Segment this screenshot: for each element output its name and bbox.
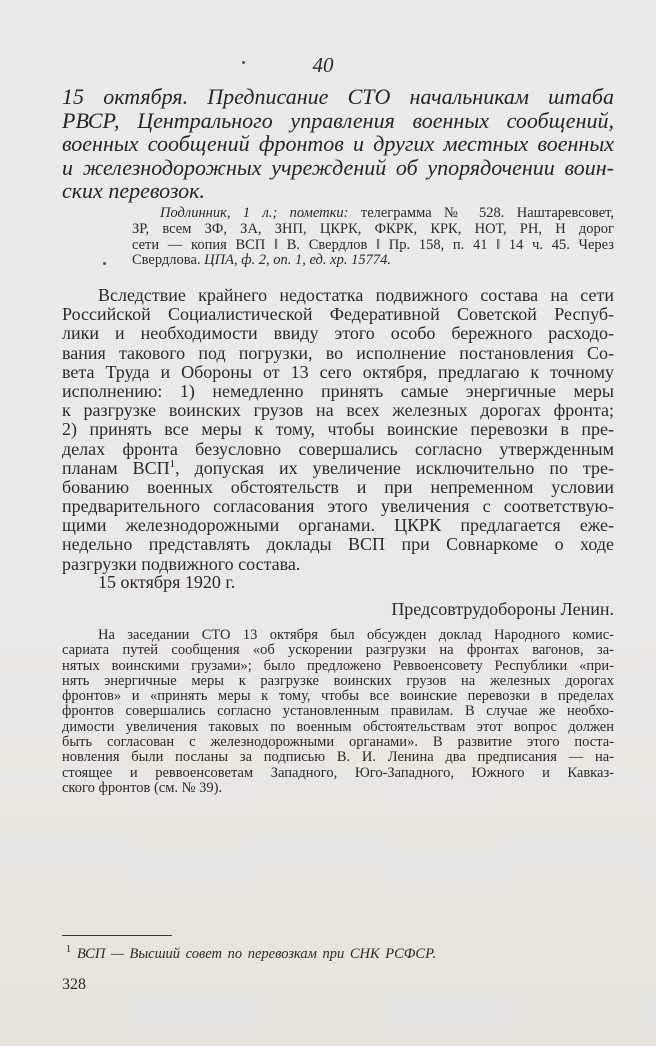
body-line: разгрузки подвижного состава. [62, 553, 301, 574]
source-note-line: сети — копия ВСП ‖ В. Свердлов ‖ Пр. 158, п. 41 ‖ 14 ч. 45. Через [132, 236, 614, 253]
body-line: вета Труда и Обороны от 13 сего октября, предлагаю к точному [62, 361, 614, 382]
footnote-text: ВСП — Высший совет по перевозкам при СНК РСФСР. [77, 946, 437, 962]
body-line: вания такового под погрузки, во исполнение постановления Со- [62, 342, 614, 363]
body-line: бованию военных обстоятельств и при непременном условии [62, 476, 614, 497]
body-line: делах фронта безусловно совершались согласно утвержденным [62, 438, 614, 459]
body-line: Российской Социалистической Федеративной Советской Респуб- [62, 304, 614, 325]
source-note-line [132, 253, 614, 269]
body-line-text: планам ВСП [62, 457, 170, 478]
note-line: димости увеличения таковых по военным обстоятельствам этот вопрос должен [62, 718, 614, 735]
source-text: Свердлова. [132, 252, 201, 269]
source-label: Подлинник, 1 л.; пометки: [160, 205, 349, 221]
note-line: ского фронтов (см. № 39). [62, 779, 223, 796]
document-number: 40 [312, 53, 334, 77]
editorial-note [62, 628, 614, 796]
source-note-line [132, 206, 614, 222]
heading-line: и железнодорожных учреждений об упорядочении воин- [62, 154, 614, 180]
note-line: нятых воинскими грузами»; было предложено Реввоенсовету Республики «при- [62, 657, 614, 674]
signature: Предсовтрудобороны Ленин. [391, 599, 614, 619]
heading-line: военных сообщений фронтов и других местных военных [62, 131, 614, 156]
footnote-rule [62, 935, 172, 936]
document-heading [62, 85, 614, 203]
heading-line: РВСР, Центрального управления военных сообщений, [62, 107, 614, 133]
body-line-text: , допуская их увеличение исключительно по тре- [175, 457, 614, 478]
body-line: щими железнодорожными органами. ЦКРК предлагается еже- [62, 515, 614, 536]
footnote-marker: 1 [66, 944, 71, 955]
note-line: фронтов совершались согласно установленным правилам. В случае же необхо- [62, 703, 614, 720]
document-date: 15 октября 1920 г. [98, 572, 236, 592]
scan-speck [103, 262, 106, 265]
body-line: предварительного согласования этого увеличения с соответствую- [62, 496, 614, 517]
archive-reference: ЦПА, ф. 2, оп. 1, ед. хр. 15774. [204, 252, 391, 269]
note-line: стоящее и реввоенсоветам Западного, Юго-Западного, Южного и Кавказ- [62, 764, 614, 781]
heading-line: 15 октября. Предписание СТО начальникам штаба [62, 84, 614, 109]
footnote [66, 945, 436, 963]
note-line: нять энергичные меры к разгрузке воинских грузов на железных дорогах [62, 672, 614, 689]
body-line: лики и необходимости ввиду этого особо бережного расходо- [62, 323, 614, 344]
body-line: исполнению: 1) немедленно принять самые энергичные меры [62, 380, 614, 401]
body-line: Вследствие крайнего недостатка подвижного состава на сети [98, 285, 614, 305]
page-number: 328 [62, 976, 86, 993]
note-line: быть согласован с железнодорожными органами». В развитие этого поста- [62, 734, 614, 751]
body-line: 2) принять все меры к тому, чтобы воинские перевозки в пре- [62, 419, 614, 440]
note-line: фронтов» и «принять меры к тому, чтобы все воинские перевозки в пределах [62, 688, 614, 705]
note-line: На заседании СТО 13 октября был обсужден доклад Народного комис- [98, 627, 614, 643]
document-body [62, 286, 614, 574]
footnote-reference: 1 [169, 457, 176, 470]
note-line: новления были посланы за подписью В. И. Ленина два предписания — на- [62, 749, 614, 766]
source-text: телеграмма № 528. Наштаревсовет, [360, 205, 614, 221]
body-line [62, 459, 614, 478]
heading-line: ских перевозок. [62, 178, 205, 203]
source-note-line: ЗР, всем ЗФ, ЗА, ЗНП, ЦКРК, ФКРК, КРК, НОТ, РН, Н дорог [132, 220, 614, 237]
note-line: сариата путей сообщения «об ускорении разгрузки на фронтах вагонов, за- [62, 642, 614, 659]
source-note [132, 206, 614, 269]
body-line: недельно представлять доклады ВСП при Совнаркоме о ходе [62, 534, 614, 555]
body-line: к разгрузке воинских грузов на всех железных дорогах фронта; [62, 400, 614, 421]
